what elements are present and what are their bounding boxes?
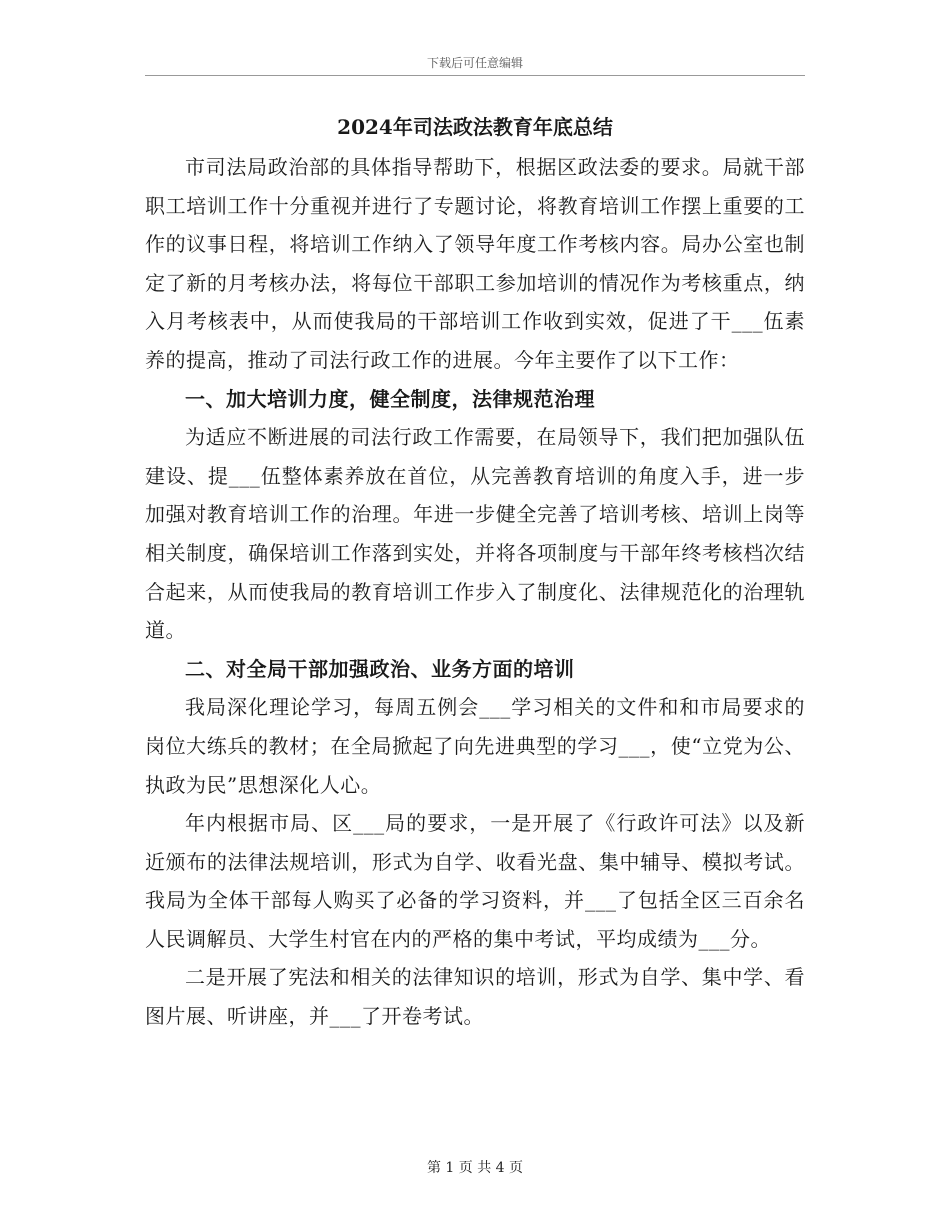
section-2-paragraph-3: 二是开展了宪法和相关的法律知识的培训，形式为自学、集中学、看图片展、听讲座，并___了开卷考试。 (145, 965, 805, 1029)
section-2-paragraph-2: 年内根据市局、区___局的要求，一是开展了《行政许可法》以及新近颁布的法律法规培训，形式为自学、收看光盘、集中辅导、模拟考试。我局为全体干部每人购买了必备的学习资料，并___了包括全区三百余名人民调解员、大学生村官在内的严格的集中考试，平均成绩为___分。 (145, 811, 805, 951)
document-title: 2024年司法政法教育年底总结 (337, 115, 613, 139)
section-1-paragraph: 为适应不断进展的司法行政工作需要，在局领导下，我们把加强队伍建设、提___伍整体素养放在首位，从完善教育培训的角度入手，进一步加强对教育培训工作的治理。年进一步健全完善了培训考核、培训上岗等相关制度，确保培训工作落到实处，并将各项制度与干部年终考核档次结合起来，从而使我局的教育培训工作步入了制度化、法律规范化的治理轨道。 (145, 425, 805, 643)
page-header-note: 下载后可任意编辑 (426, 56, 523, 70)
document-body (145, 108, 805, 1036)
section-heading-1: 一、加大培训力度，健全制度，法律规范治理 (185, 386, 595, 411)
section-heading-2: 二、对全局干部加强政治、业务方面的培训 (185, 656, 575, 681)
page-number-footer: 第 1 页 共 4 页 (426, 1160, 524, 1176)
header-divider (145, 75, 805, 76)
section-2-paragraph-1: 我局深化理论学习，每周五例会___学习相关的文件和和市局要求的岗位大练兵的教材；在全局掀起了向先进典型的学习___，使“立党为公、执政为民”思想深化人心。 (145, 695, 805, 797)
intro-paragraph: 市司法局政治部的具体指导帮助下，根据区政法委的要求。局就干部职工培训工作十分重视并进行了专题讨论，将教育培训工作摆上重要的工作的议事日程，将培训工作纳入了领导年度工作考核内容。局办公室也制定了新的月考核办法，将每位干部职工参加培训的情况作为考核重点，纳入月考核表中，从而使我局的干部培训工作收到实效，促进了干___伍素养的提高，推动了司法行政工作的进展。今年主要作了以下工作： (145, 155, 805, 372)
